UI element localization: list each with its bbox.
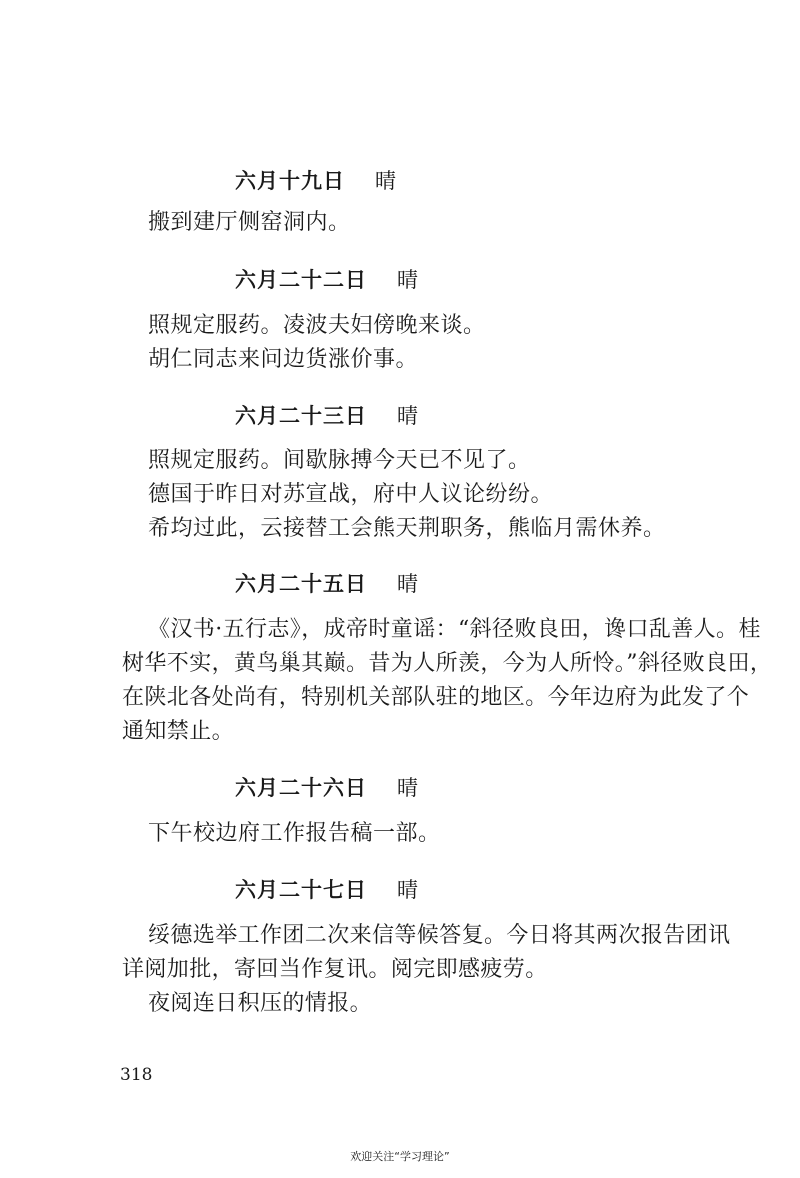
entry-text-line: 在陕北各处尚有，特别机关部队驻的地区。今年边府为此发了个 xyxy=(122,685,750,710)
entry-text-line: 照规定服药。间歇脉搏今天已不见了。 xyxy=(148,448,531,473)
entry-text-line: 希均过此，云接替工会熊天荆职务，熊临月需休养。 xyxy=(148,516,666,541)
page-number: 318 xyxy=(120,1065,153,1085)
entry-heading xyxy=(235,568,419,598)
entry-text-line: 详阅加批，寄回当作复讯。阅完即感疲劳。 xyxy=(122,957,548,982)
entry-text-line: 德国于昨日对苏宣战，府中人议论纷纷。 xyxy=(148,482,554,507)
entry-text-line: 胡仁同志来问边货涨价事。 xyxy=(148,347,419,372)
entry-heading xyxy=(235,264,419,294)
entry-heading xyxy=(235,874,419,904)
entry-heading xyxy=(235,165,397,195)
entry-date: 六月二十七日 xyxy=(235,878,367,902)
entry-weather: 晴 xyxy=(397,878,419,902)
entry-weather: 晴 xyxy=(397,404,419,428)
entry-date: 六月二十六日 xyxy=(235,776,367,800)
entry-text-line: 搬到建厅侧窑洞内。 xyxy=(148,210,351,235)
entry-text-line: 夜阅连日积压的情报。 xyxy=(148,991,373,1016)
entry-weather: 晴 xyxy=(397,572,419,596)
entry-weather: 晴 xyxy=(375,169,397,193)
entry-heading xyxy=(235,400,419,430)
footer-note: 欢迎关注“学习理论” xyxy=(350,1150,450,1163)
entry-date: 六月二十二日 xyxy=(235,268,367,292)
entry-weather: 晴 xyxy=(397,268,419,292)
entry-date: 六月十九日 xyxy=(235,169,345,193)
entry-text-line: 绥德选举工作团二次来信等候答复。今日将其两次报告团讯 xyxy=(148,923,731,948)
entry-text-line: 通知禁止。 xyxy=(122,719,235,744)
entry-date: 六月二十三日 xyxy=(235,404,367,428)
entry-date: 六月二十五日 xyxy=(235,572,367,596)
entry-heading xyxy=(235,772,419,802)
entry-text-line: 下午校边府工作报告稿一部。 xyxy=(148,821,441,846)
entry-text-line: 照规定服药。凌波夫妇傍晚来谈。 xyxy=(148,313,486,338)
entry-text-line: 树华不实，黄鸟巢其巅。昔为人所羡，今为人所怜。”斜径败良田， xyxy=(122,651,773,676)
entry-text-line: 《汉书·五行志》，成帝时童谣：“斜径败良田，谗口乱善人。桂 xyxy=(148,617,761,642)
entry-weather: 晴 xyxy=(397,776,419,800)
